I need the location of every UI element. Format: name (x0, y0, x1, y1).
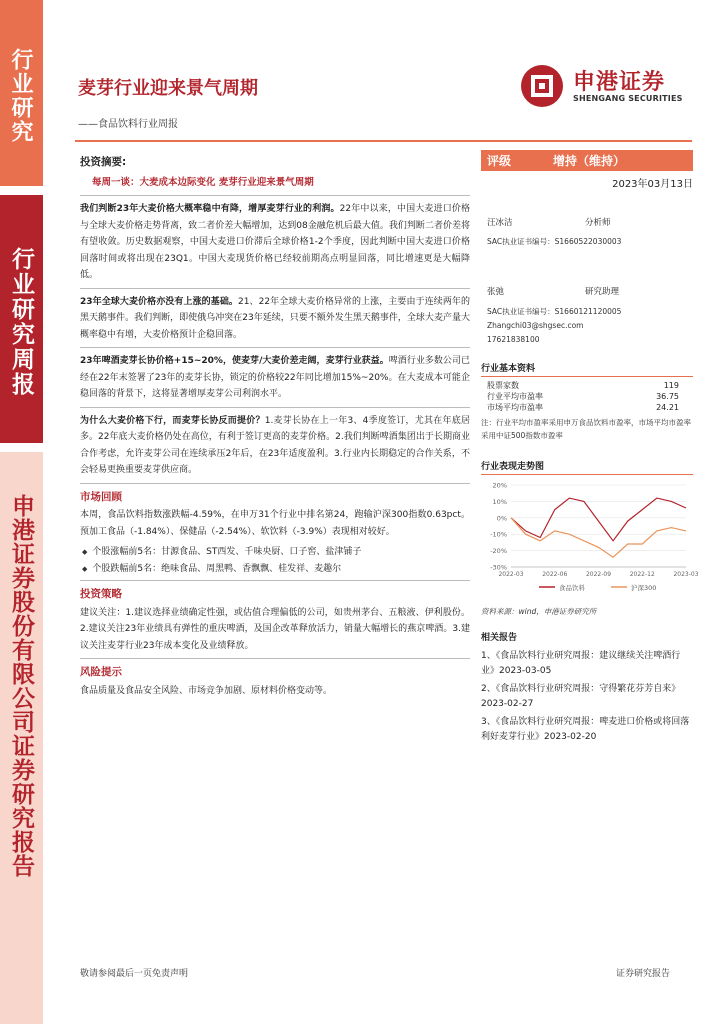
y-tick-label: -10% (490, 530, 507, 539)
side-band-bottom (0, 452, 43, 1024)
analyst-1 (481, 216, 693, 236)
analyst-phone: 17621838100 (487, 335, 540, 344)
right-column (481, 150, 699, 744)
analyst-sac: SAC执业证书编号：S1660121120005 (487, 307, 622, 316)
analyst-sac: SAC执业证书编号：S1660522030003 (487, 237, 622, 246)
company-logo (519, 63, 691, 109)
row-value: 24.21 (656, 403, 679, 412)
chart-source: 资料来源：wind，申港证券研究所 (481, 607, 597, 616)
logo-name: 申港证券 (573, 70, 666, 95)
chart-heading: 行业表现走势图 (481, 459, 693, 475)
paragraph-3: 23年啤酒麦芽长协价格+15~20%，使麦芽/大麦价差走阔，麦芽行业获益。啤酒行业多数公司已经在22年末签署了23年的麦芽长协，锁定的价格较22年同比增加15%~20%。在大麦成本可能企稳回落的背景下，这将显著增厚麦芽公司利润水平。 (80, 356, 470, 399)
report-link[interactable]: 1、《食品饮料行业研究周报：建议继续关注啤酒行业》2023-03-05 (481, 651, 681, 676)
paragraph-1: 我们判断23年大麦价格大概率稳中有降，增厚麦芽行业的利润。22年中以来，中国大麦进口价格与全球大麦价格走势背离，致二者价差大幅增加，达到08金融危机后最大值。我们判断二者价差将有望收敛。历史数据观察，中国大麦进口价滞后全球价格1-2个季度，因此判断中国大麦进口价格回落时间或将出现在23Q1。中国大麦现货价格已经较前期高点明显回落，同比增速更是大幅降低。 (80, 204, 471, 280)
y-tick-label: 20% (492, 481, 507, 490)
side-label-bottom: 申港证券股份有限公司证券研究报告 (8, 494, 35, 878)
logo-name-en: SHENGANG SECURITIES (573, 94, 683, 103)
x-tick-label: 2022-12 (629, 571, 655, 578)
weekly-topic: 每周一谈：大麦成本边际变化 麦芽行业迎来景气周期 (92, 176, 314, 188)
x-tick-label: 2022-03 (498, 571, 524, 578)
series-line-1 (511, 518, 686, 557)
row-label: 行业平均市盈率 (487, 392, 543, 401)
row-value: 36.75 (656, 392, 679, 401)
risk-text: 食品质量及食品安全风险、市场竞争加剧、原材料价格变动等。 (80, 685, 333, 696)
rating-label: 评级 (487, 154, 512, 168)
y-tick-label: 10% (492, 497, 507, 506)
divider (80, 580, 470, 581)
basic-info-table (481, 380, 693, 413)
table-row (481, 380, 693, 391)
paragraph-4: 为什么大麦价格下行，而麦芽长协反而提价？1.麦芽长协在上一年3、4季度签订，尤其在年底居多。22年底大麦价格仍处在高位，有利于签订更高的麦芽价格。2.我们判断啤酒集团出于长期商业合作考虑，允许麦芽公司在连续承压2年后，在23年适度盈利。3.行业内长期稳定的合作关系，不会轻易更换重要麦芽供应商。 (80, 415, 470, 475)
divider (80, 195, 470, 196)
strategy-heading: 投资策略 (80, 588, 122, 600)
row-label: 市场平均市盈率 (487, 403, 543, 412)
x-tick-label: 2022-09 (585, 571, 612, 578)
side-band-mid (0, 195, 43, 443)
list-item: ◆ 个股跌幅前5名：绝味食品、周黑鸭、香飘飘、桂发祥、麦趣尔 (82, 561, 470, 578)
strategy-text: 建议关注：1.建议选择业绩确定性强，或估值合理偏低的公司，如贵州茅台、五粮液、伊利股份。2.建议关注23年业绩具有弹性的重庆啤酒，及国企改革释放活力，销量大幅增长的燕京啤酒。3.建议关注麦芽行业23年成本变化及业绩释放。 (80, 607, 470, 651)
y-tick-label: -20% (490, 547, 507, 556)
divider (80, 483, 470, 484)
analyst-email[interactable]: Zhangchi03@shgsec.com (487, 321, 584, 330)
divider (80, 407, 470, 408)
side-label-top: 行业研究 (8, 48, 34, 144)
analyst-title: 研究助理 (585, 287, 620, 297)
header-divider (75, 140, 692, 142)
analyst-title: 分析师 (585, 218, 611, 228)
logo-mark-icon (519, 63, 565, 109)
report-link[interactable]: 3、《食品饮料行业研究周报：啤麦进口价格或将回落 利好麦芽行业》2023-02-20 (481, 717, 690, 742)
related-reports-heading: 相关报告 (481, 633, 518, 643)
footer-label: 证券研究报告 (616, 969, 671, 979)
y-tick-label: 0% (496, 514, 507, 523)
basic-info-heading: 行业基本资料 (481, 361, 693, 377)
side-label-mid: 行业研究周报 (8, 247, 35, 397)
analyst-name: 张弛 (487, 287, 505, 297)
divider (80, 658, 470, 659)
y-tick-label: -30% (490, 563, 507, 572)
performance-chart (481, 479, 699, 597)
divider (80, 347, 470, 348)
report-link[interactable]: 2、《食品饮料行业研究周报：守得繁花芬芳自来》2023-02-27 (481, 684, 681, 709)
rating-value: 增持（维持） (553, 154, 626, 168)
x-tick-label: 2022-06 (542, 571, 568, 578)
related-reports-list (481, 649, 693, 744)
page-title: 麦芽行业迎来景气周期 (78, 78, 258, 99)
report-date: 2023年03月13日 (612, 179, 693, 190)
list-item: ◆ 个股涨幅前5名：甘源食品、ST西发、千味央厨、口子窖、盐津铺子 (82, 544, 470, 561)
paragraph-2: 23年全球大麦价格亦没有上涨的基础。21、22年全球大麦价格异常的上涨，主要由于连续两年的黑天鹅事件。我们判断，即使俄乌冲突在23年延续，只要不额外发生黑天鹅事件，全球大麦产量大概率稳中有增，大麦价格预计企稳回落。 (80, 296, 471, 340)
row-value: 119 (663, 381, 679, 390)
page-subtitle: ——食品饮料行业周报 (78, 119, 178, 130)
analyst-2 (481, 285, 693, 305)
main-column (80, 150, 470, 703)
basic-info-note: 注：行业平均市盈率采用申万食品饮料市盈率，市场平均市盈率采用中证500指数市盈率 (481, 418, 691, 440)
divider (80, 288, 470, 289)
table-row (481, 391, 693, 402)
x-tick-label: 2023-03 (673, 571, 699, 578)
rating-bar (481, 150, 693, 171)
legend-label: 食品饮料 (559, 584, 585, 592)
analyst-name: 汪冰洁 (487, 218, 513, 228)
risk-heading: 风险提示 (80, 666, 122, 678)
legend-label: 沪深300 (631, 584, 657, 592)
side-band-top (0, 0, 43, 186)
table-row (481, 402, 693, 413)
market-heading: 市场回顾 (80, 490, 122, 503)
footer-disclaimer: 敬请参阅最后一页免责声明 (80, 969, 189, 979)
row-label: 股票家数 (487, 381, 519, 390)
market-text: 本周，食品饮料指数涨跌幅-4.59%，在申万31个行业中排名第24，跑输沪深300指数0.63pct。预加工食品（-1.84%）、保健品（-2.54%）、软饮料（-3.9%）表现相对较好。 (80, 510, 470, 537)
summary-heading: 投资摘要: (80, 156, 127, 168)
bullet-list (82, 544, 470, 577)
